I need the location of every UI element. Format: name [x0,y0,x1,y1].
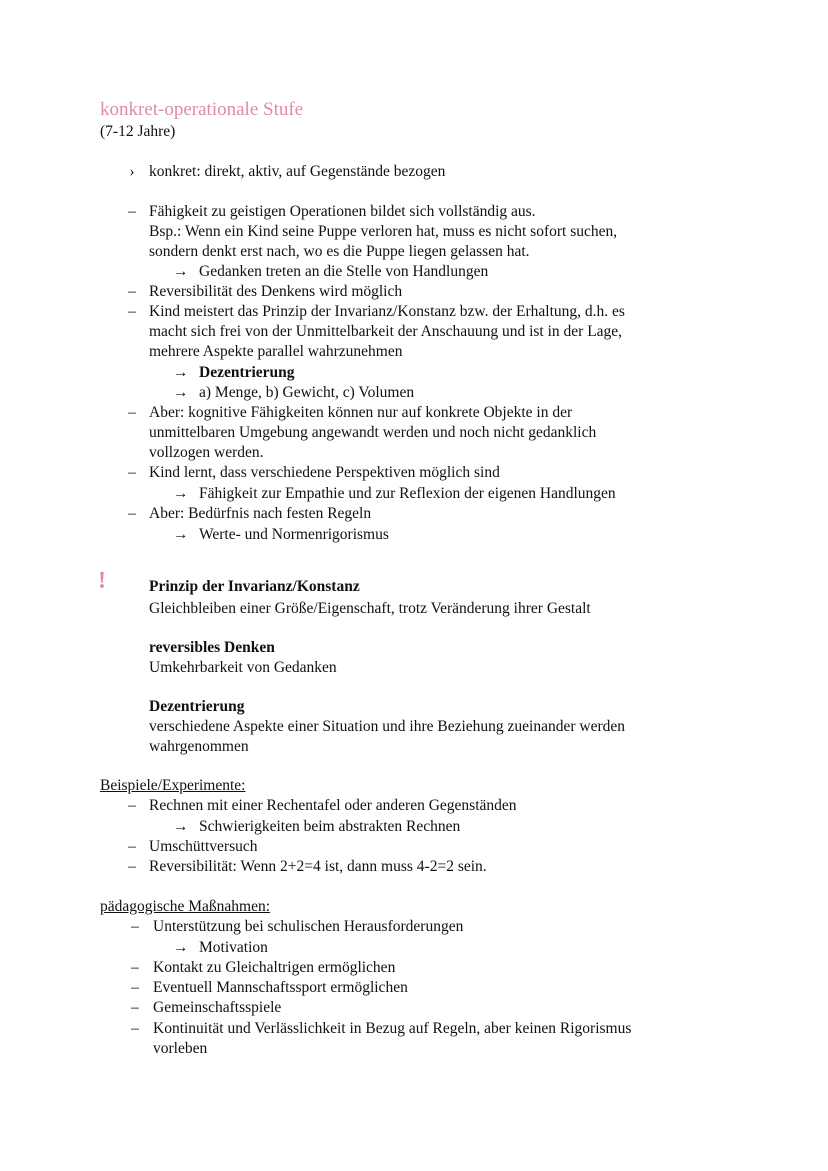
dash-icon: – [128,404,136,421]
list-item: Kind lernt, dass verschiedene Perspektiven möglich sind [149,464,500,481]
list-item: Reversibilität des Denkens wird möglich [149,283,403,300]
arrow-right-icon: → [173,263,189,280]
sub-item: Schwierigkeiten beim abstrakten Rechnen [199,818,461,835]
list-item: Reversibilität: Wenn 2+2=4 ist, dann muss 4-2=2 sein. [149,858,487,875]
dash-icon: – [128,283,136,300]
exclamation-icon: ! [98,568,106,594]
definition-title: reversibles Denken [149,639,275,656]
list-item: Gemeinschaftsspiele [153,999,282,1016]
dash-icon: – [131,979,139,996]
sub-item: Werte- und Normenrigorismus [199,526,389,543]
dash-icon: – [128,464,136,481]
list-item-text: vollzogen werden. [149,444,264,461]
dash-icon: – [128,203,136,220]
sub-item: a) Menge, b) Gewicht, c) Volumen [199,384,415,401]
list-item-text: vorleben [153,1040,208,1057]
page-title: konkret-operationale Stufe [100,99,304,120]
definition-text: verschiedene Aspekte einer Situation und ihre Beziehung zueinander werden [149,718,626,735]
list-item: Eventuell Mannschaftssport ermöglichen [153,979,408,996]
definition-text: Gleichbleiben einer Größe/Eigenschaft, trotz Veränderung ihrer Gestalt [149,600,591,617]
definition-text: wahrgenommen [149,738,249,755]
chevron-icon: › [129,163,135,180]
list-item: Fähigkeit zu geistigen Operationen bildet sich vollständig aus. [149,203,536,220]
list-item-text: mehrere Aspekte parallel wahrzunehmen [149,343,403,360]
list-item-text: unmittelbaren Umgebung angewandt werden und noch nicht gedanklich [149,424,597,441]
list-item-text: sondern denkt erst nach, wo es die Puppe liegen gelassen hat. [149,243,530,260]
dash-icon: – [128,838,136,855]
list-item: Kontakt zu Gleichaltrigen ermöglichen [153,959,396,976]
list-item: Unterstützung bei schulischen Herausforderungen [153,918,464,935]
arrow-right-icon: → [173,485,189,502]
list-item-text: macht sich frei von der Unmittelbarkeit der Anschauung und ist in der Lage, [149,323,623,340]
list-item: Umschüttversuch [149,838,258,855]
list-item: Rechnen mit einer Rechentafel oder anderen Gegenständen [149,797,517,814]
sub-item: Motivation [199,939,268,956]
dash-icon: – [131,959,139,976]
dash-icon: – [128,505,136,522]
arrow-right-icon: → [173,526,189,543]
arrow-right-icon: → [173,384,189,401]
dash-icon: – [128,858,136,875]
section-heading: Beispiele/Experimente: [100,777,246,794]
list-item: Kontinuität und Verlässlichkeit in Bezug auf Regeln, aber keinen Rigorismus [153,1020,632,1037]
definition-title: Prinzip der Invarianz/Konstanz [149,578,360,595]
dash-icon: – [131,918,139,935]
list-item: Aber: kognitive Fähigkeiten können nur auf konkrete Objekte in der [149,404,573,421]
list-item: konkret: direkt, aktiv, auf Gegenstände bezogen [149,163,446,180]
sub-item: Fähigkeit zur Empathie und zur Reflexion der eigenen Handlungen [199,485,616,502]
age-range: (7-12 Jahre) [100,123,176,140]
arrow-right-icon: → [173,364,189,381]
list-item: Aber: Bedürfnis nach festen Regeln [149,505,372,522]
arrow-right-icon: → [173,939,189,956]
dash-icon: – [128,303,136,320]
dash-icon: – [128,797,136,814]
section-heading: pädagogische Maßnahmen: [100,898,271,915]
list-item-text: Bsp.: Wenn ein Kind seine Puppe verloren hat, muss es nicht sofort suchen, [149,223,618,240]
list-item: Kind meistert das Prinzip der Invarianz/Konstanz bzw. der Erhaltung, d.h. es [149,303,625,320]
dash-icon: – [131,1020,139,1037]
definition-title: Dezentrierung [149,698,245,715]
arrow-right-icon: → [173,818,189,835]
dash-icon: – [131,999,139,1016]
definition-text: Umkehrbarkeit von Gedanken [149,659,337,676]
sub-item: Gedanken treten an die Stelle von Handlungen [199,263,489,280]
sub-item: Dezentrierung [199,364,295,381]
